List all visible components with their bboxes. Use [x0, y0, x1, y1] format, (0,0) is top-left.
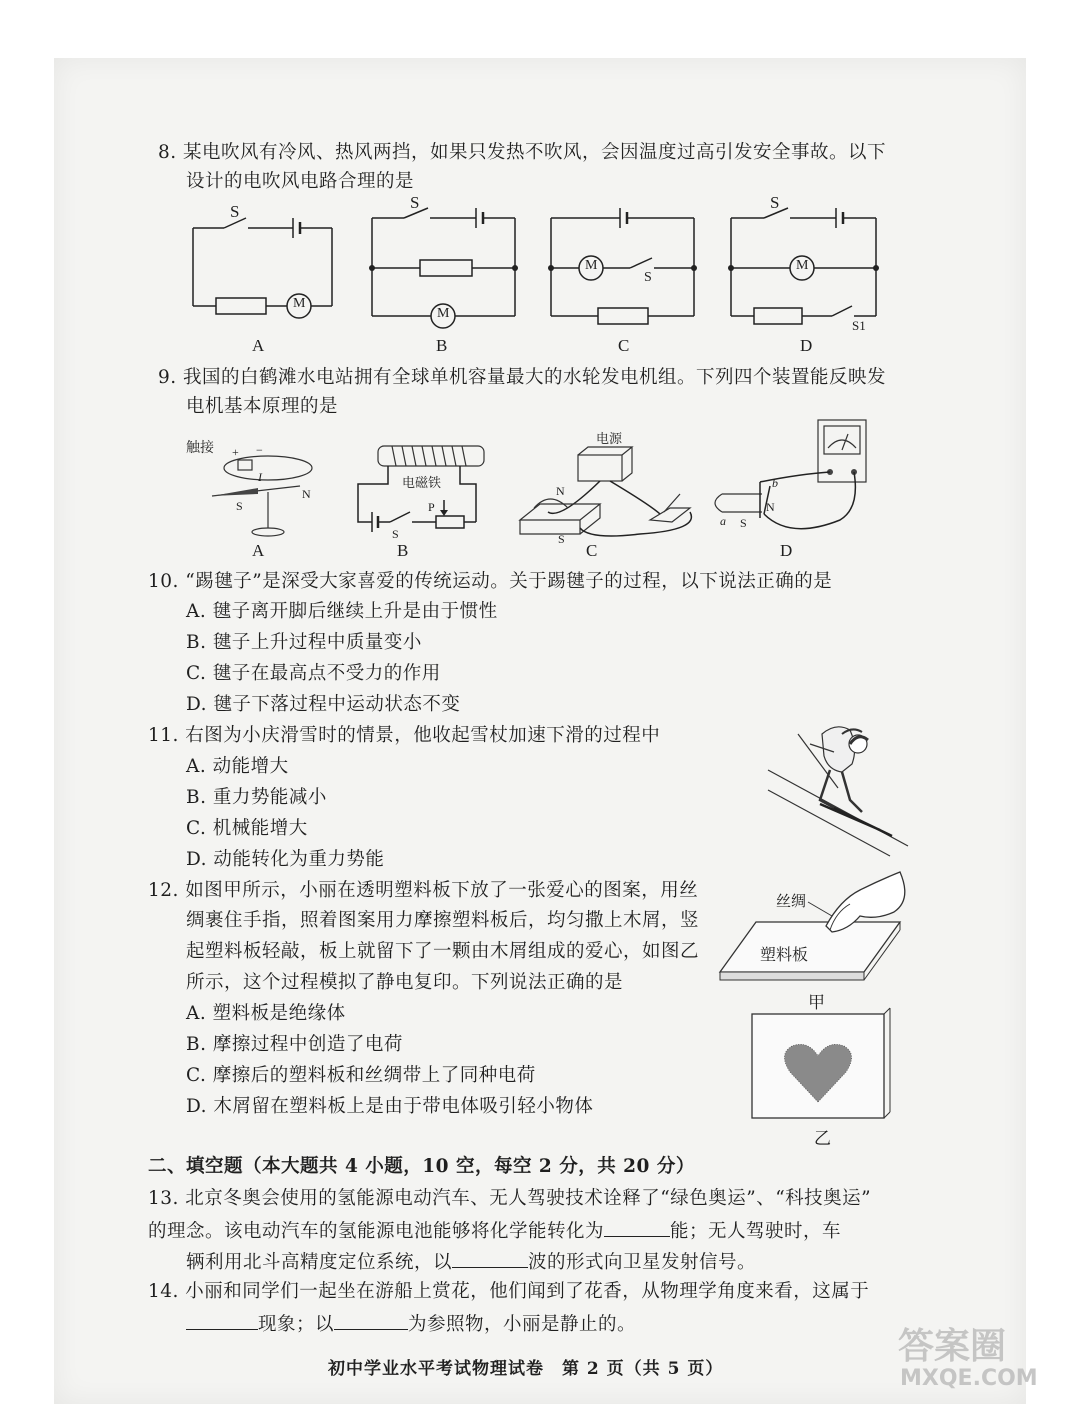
q9-b-electromagnet-label: 电磁铁 [402, 475, 442, 490]
watermark-logo: 答案圈 [898, 1326, 1007, 1367]
q9-c-power-label: 电源 [596, 431, 623, 446]
q9-a-current: I [258, 470, 262, 484]
q9-d-label: D [780, 541, 793, 560]
q10-option-a: A. 毽子离开脚后继续上升是由于惯性 [186, 601, 498, 622]
q13-blank-2[interactable] [452, 1249, 528, 1268]
q12-option-a: A. 塑料板是绝缘体 [186, 1003, 346, 1024]
q8-stem-line1: 8. 某电吹风有冷风、热风两挡，如果只发热不吹风，会因温度过高引发安全事故。以下 [158, 142, 887, 163]
q12-fig-jia-label: 甲 [808, 993, 825, 1012]
q11-option-d: D. 动能转化为重力势能 [186, 849, 385, 870]
q13-line1: 13. 北京冬奥会使用的氢能源电动汽车、无人驾驶技术诠释了“绿色奥运”、“科技奥运” [148, 1188, 872, 1209]
q9-d-s: S [740, 516, 747, 530]
q12-fig-yi-label: 乙 [814, 1129, 831, 1148]
circuit-b-motor-label: M [437, 306, 450, 321]
q11-option-c: C. 机械能增大 [186, 818, 308, 839]
q9-a-label: A [252, 541, 265, 560]
q13-line3 [186, 1249, 756, 1275]
q9-a-n: N [302, 487, 311, 501]
q11-option-b: B. 重力势能减小 [186, 787, 327, 808]
watermark-url: MXQE.COM [900, 1366, 1038, 1391]
q9-stem-line2: 电机基本原理的是 [186, 396, 339, 417]
circuit-c-switch-label: S [644, 270, 652, 285]
q13-line2-part1: 的理念。该电动汽车的氢能源电池能够将化学能转化为 [148, 1221, 605, 1242]
q11-option-a: A. 动能增大 [186, 756, 289, 777]
q12-option-d: D. 木屑留在塑料板上是由于带电体吸引轻小物体 [186, 1096, 594, 1117]
q9-c-n: N [556, 484, 565, 498]
q14-blank-2[interactable] [334, 1311, 408, 1330]
circuit-a-switch-label: S [230, 202, 240, 221]
q12-stem-line3: 起塑料板轻敲，板上就留下了一颗由木屑组成的爱心，如图乙 [186, 941, 700, 962]
q11-stem: 11. 右图为小庆滑雪时的情景，他收起雪杖加速下滑的过程中 [148, 725, 661, 746]
q10-stem: 10. “踢毽子”是深受大家喜爱的传统运动。关于踢毽子的过程，以下说法正确的是 [148, 571, 833, 592]
q13-line3-part1: 辆利用北斗高精度定位系统，以 [186, 1252, 453, 1273]
q9-a-touch-label: 触接 [186, 441, 214, 456]
q12-option-c: C. 摩擦后的塑料板和丝绸带上了同种电荷 [186, 1065, 536, 1086]
q12-silk-label: 丝绸 [776, 894, 807, 910]
q12-plastic-label: 塑料板 [760, 947, 809, 964]
q9-c-s: S [558, 532, 565, 546]
q9-b-label: B [397, 541, 409, 560]
q10-option-d: D. 毽子下落过程中运动状态不变 [186, 694, 461, 715]
q9-d-n: N [766, 500, 775, 514]
circuit-b-label: B [436, 336, 448, 355]
q14-line2 [186, 1311, 636, 1337]
q9-b-p: P [428, 500, 435, 514]
circuit-b-switch-label: S [410, 193, 420, 212]
circuit-c-motor-label: M [585, 258, 598, 273]
q14-line2-part2: 为参照物，小丽是静止的。 [408, 1314, 637, 1335]
circuit-d-switch-label: S [770, 193, 780, 212]
circuit-c-label: C [618, 336, 630, 355]
q13-line3-part2: 波的形式向卫星发射信号。 [528, 1252, 757, 1273]
q9-d-b: b [772, 476, 778, 490]
q9-b-s: S [392, 527, 399, 541]
q13-blank-1[interactable] [604, 1218, 670, 1237]
q13-line2-part2: 能；无人驾驶时，车 [670, 1221, 842, 1242]
q12-stem-line1: 12. 如图甲所示，小丽在透明塑料板下放了一张爱心的图案，用丝 [148, 880, 699, 901]
q9-a-s: S [236, 499, 243, 513]
q9-a-minus: − [256, 443, 263, 457]
circuit-d-switch2-label: S1 [852, 318, 866, 333]
circuit-d-motor-label: M [796, 258, 809, 273]
q10-option-c: C. 毽子在最高点不受力的作用 [186, 663, 441, 684]
q12-option-b: B. 摩擦过程中创造了电荷 [186, 1034, 403, 1055]
circuit-d-label: D [800, 336, 813, 355]
page-footer: 初中学业水平考试物理试卷 第 2 页（共 5 页） [328, 1359, 724, 1379]
circuit-a-label: A [252, 336, 265, 355]
q9-c-label: C [586, 541, 598, 560]
q9-d-a: a [720, 514, 726, 528]
q10-option-b: B. 毽子上升过程中质量变小 [186, 632, 422, 653]
q12-stem-line4: 所示，这个过程模拟了静电复印。下列说法正确的是 [186, 972, 624, 993]
q9-stem-line1: 9. 我国的白鹤滩水电站拥有全球单机容量最大的水轮发电机组。下列四个装置能反映发 [158, 367, 887, 388]
circuit-a-motor-label: M [293, 296, 306, 311]
q12-stem-line2: 绸裹住手指，照着图案用力摩擦塑料板后，均匀撒上木屑，竖 [186, 910, 700, 931]
q14-line2-part1: 现象；以 [258, 1314, 335, 1335]
q14-line1: 14. 小丽和同学们一起坐在游船上赏花，他们闻到了花香，从物理学角度来看，这属于 [148, 1281, 870, 1302]
section2-heading: 二、填空题（本大题共 4 小题，10 空，每空 2 分，共 20 分） [148, 1156, 695, 1177]
q8-stem-line2: 设计的电吹风电路合理的是 [186, 171, 415, 192]
q13-line2 [148, 1218, 841, 1244]
q14-blank-1[interactable] [186, 1311, 258, 1330]
q9-a-plus: + [232, 445, 239, 459]
